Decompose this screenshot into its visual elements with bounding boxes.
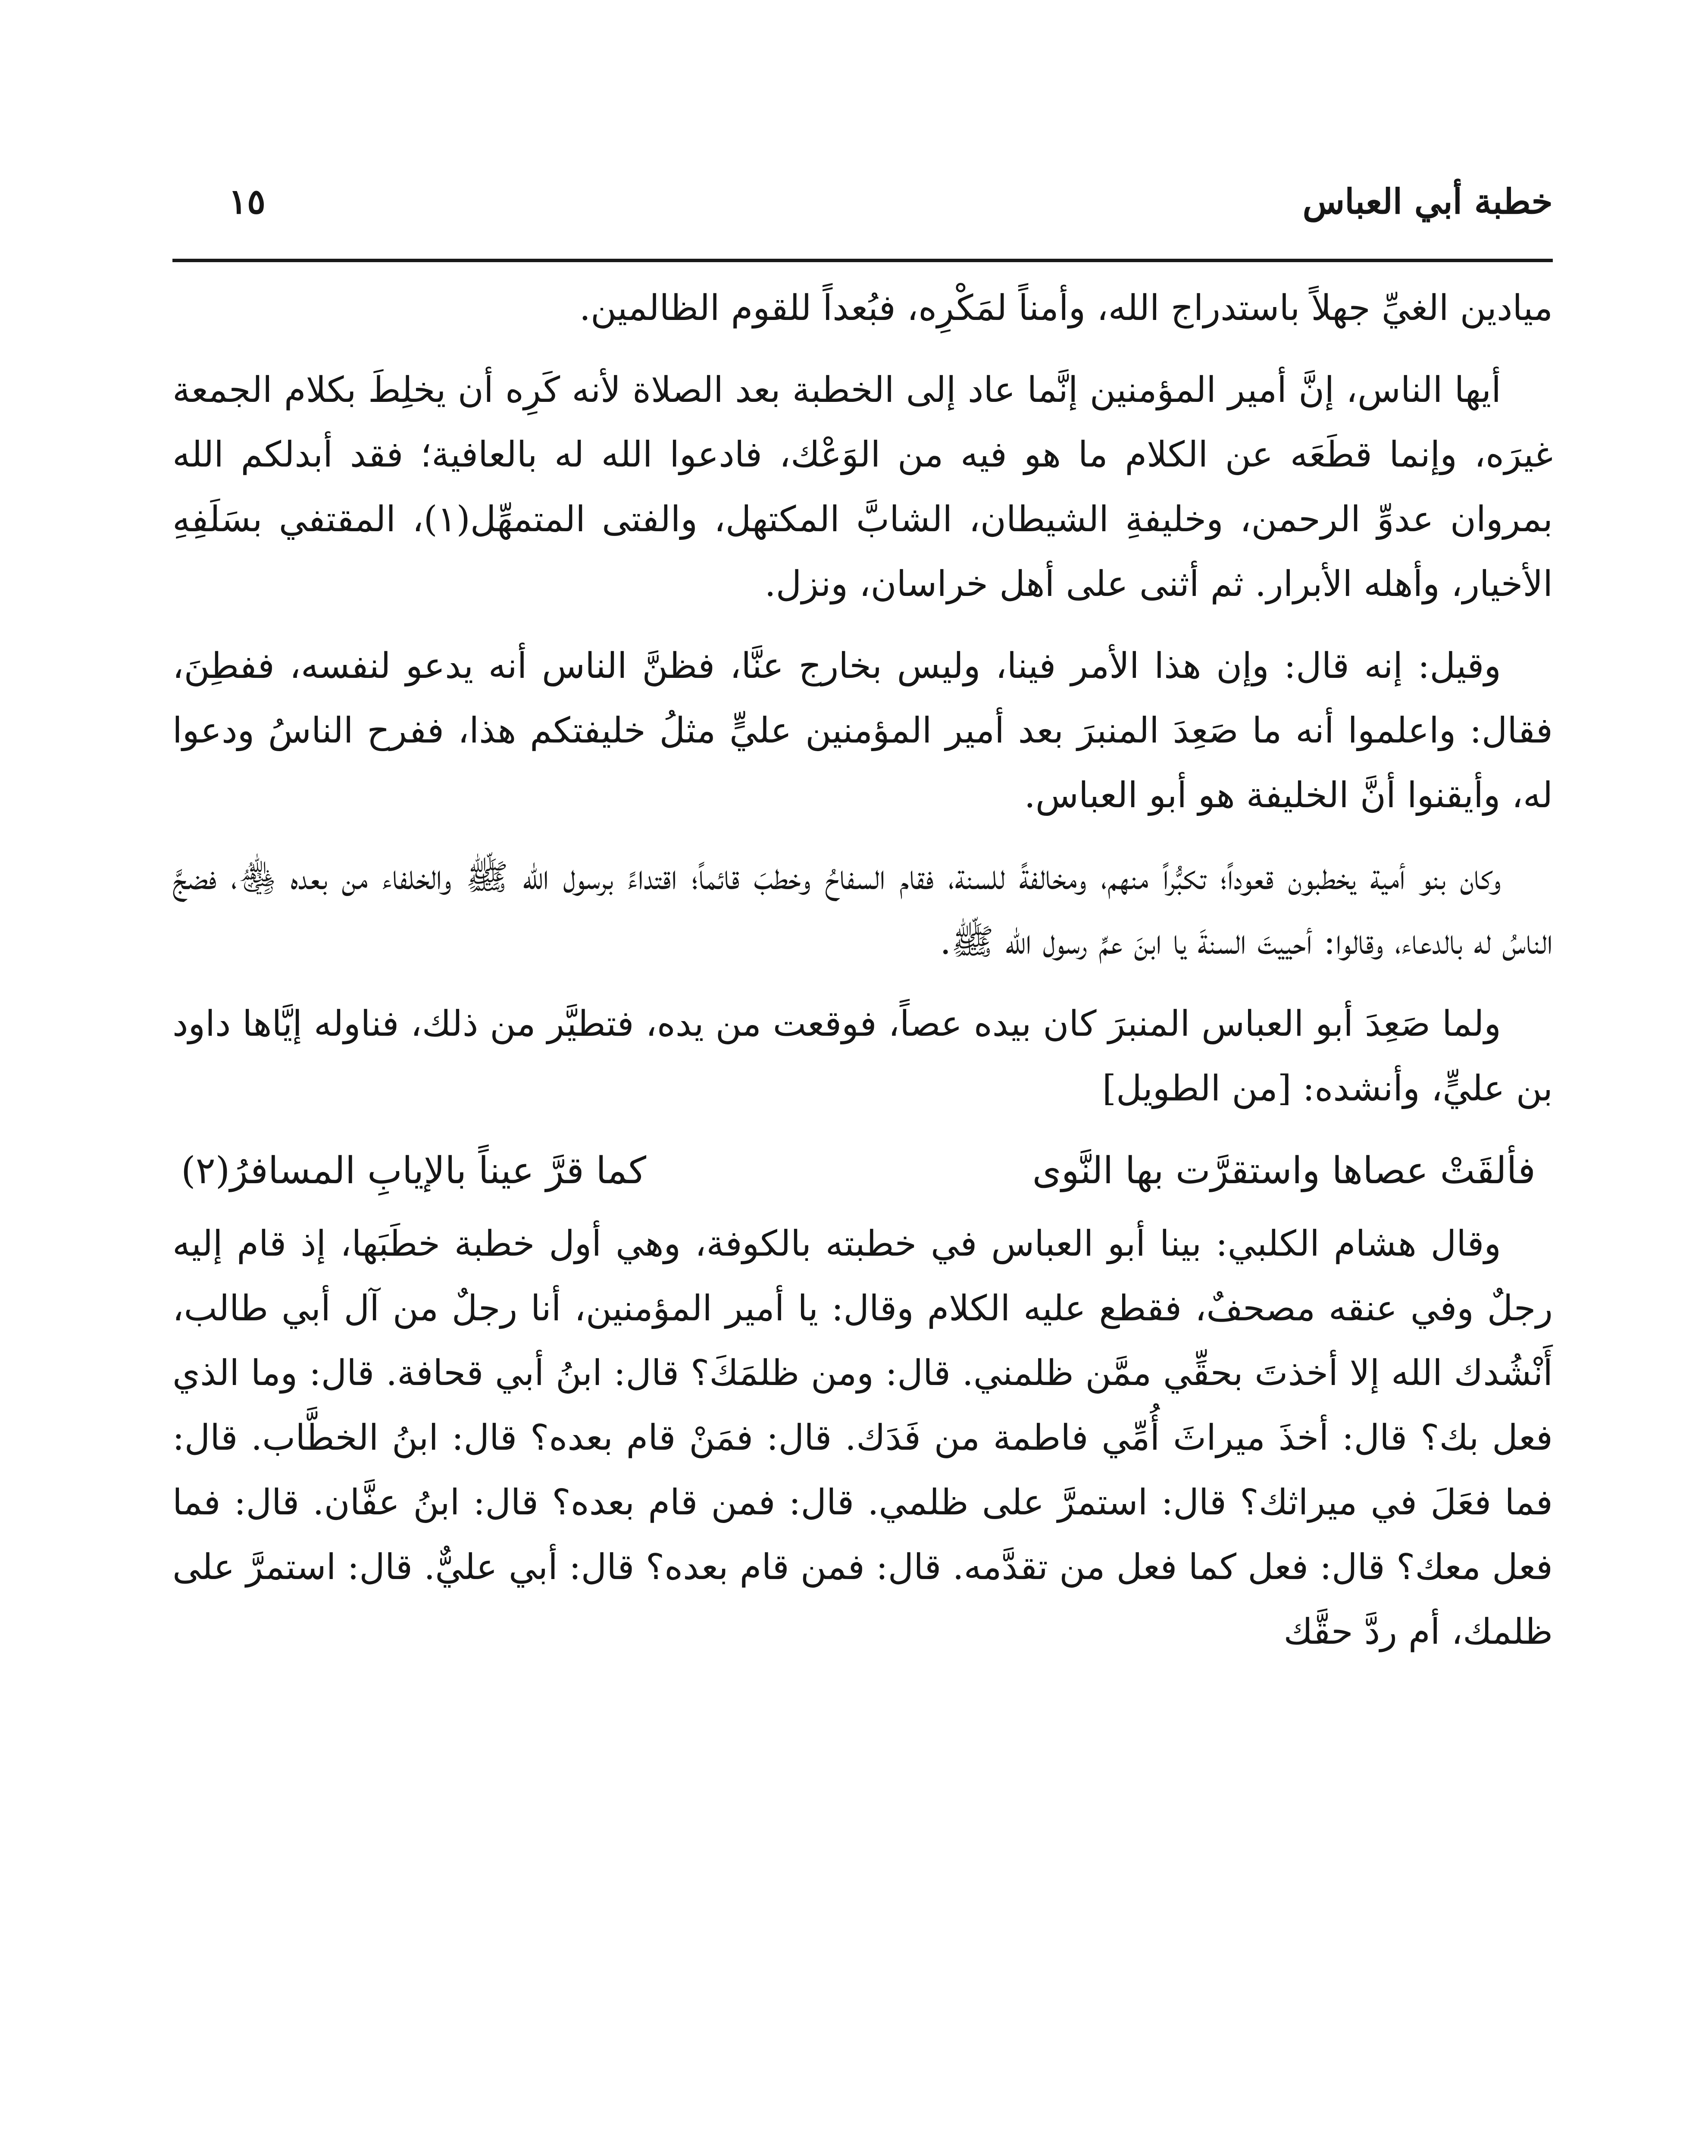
poem-verse (172, 1138, 1553, 1203)
paragraph-4: وكان بنو أمية يخطبون قعوداً؛ تكبُّراً منهم، ومخالفةً للسنة، فقام السفاحُ وخطبَ قائماً؛ اقتداءً برسول الله ﷺ والخلفاء من بعده ﵃، فضجَّ الناسُ له بالدعاء، وقالوا: أحييتَ السنةَ يا ابنَ عمِّ رسول الله ﷺ. (172, 857, 1553, 962)
page-header (172, 172, 1553, 237)
paragraph-1: ميادين الغيِّ جهلاً باستدراج الله، وأمناً لمَكْرِه، فبُعداً للقوم الظالمين. (579, 288, 1553, 329)
header-divider (172, 259, 1553, 262)
main-text (172, 276, 1553, 1682)
running-title: خطبة أبي العباس (1302, 181, 1553, 222)
paragraph-5: ولما صَعِدَ أبو العباس المنبرَ كان بيده عصاً، فوقعت من يده، فتطيَّر من ذلك، فناوله إيَّاها داود بن عليٍّ، وأنشده: [من الطويل] (172, 1003, 1553, 1109)
page-number: ١٥ (228, 181, 266, 222)
paragraph-2: أيها الناس، إنَّ أمير المؤمنين إنَّما عاد إلى الخطبة بعد الصلاة لأنه كَرِه أن يخلِطَ بكلام الجمعة غيرَه، وإنما قطَعَه عن الكلام ما هو فيه من الوَعْك، فادعوا الله له بالعافية؛ فقد أبدلكم الله بمروان عدوِّ الرحمن، وخليفةِ الشيطان، الشابَّ المكتهل، والفتى المتمهِّل(١)، المقتفي بسَلَفِهِ الأخيار، وأهله الأبرار. ثم أثنى على أهل خراسان، ونزل. (172, 370, 1553, 605)
poem-first-hemistich: فألقَتْ عصاها واستقرَّت بها النَّوى (1032, 1149, 1536, 1192)
poem-second-hemistich: كما قرَّ عيناً بالإيابِ المسافرُ(٢) (181, 1149, 647, 1192)
paragraph-3: وقيل: إنه قال: وإن هذا الأمر فينا، وليس بخارج عنَّا، فظنَّ الناس أنه يدعو لنفسه، ففطِنَ، فقال: واعلموا أنه ما صَعِدَ المنبرَ بعد أمير المؤمنين عليٍّ مثلُ خليفتكم هذا، ففرح الناسُ ودعوا له، وأيقنوا أنَّ الخليفة هو أبو العباس. (172, 646, 1553, 816)
paragraph-6: وقال هشام الكلبي: بينا أبو العباس في خطبته بالكوفة، وهي أول خطبة خطَبَها، إذ قام إليه رجلٌ وفي عنقه مصحفٌ، فقطع عليه الكلام وقال: يا أمير المؤمنين، أنا رجلٌ من آل أبي طالب، أَنْشُدك الله إلا أخذتَ بحقِّي ممَّن ظلمني. قال: ومن ظلمَكَ؟ قال: ابنُ أبي قحافة. قال: وما الذي فعل بك؟ قال: أخذَ ميراثَ أُمِّي فاطمة من فَدَك. قال: فمَنْ قام بعده؟ قال: ابنُ الخطَّاب. قال: فما فعَلَ في ميراثك؟ قال: استمرَّ على ظلمي. قال: فمن قام بعده؟ قال: ابنُ عفَّان. قال: فما فعل معك؟ قال: فعل كما فعل من تقدَّمه. قال: فمن قام بعده؟ قال: أبي عليٌّ. قال: استمرَّ على ظلمك، أم ردَّ حقَّك (172, 1223, 1553, 1652)
